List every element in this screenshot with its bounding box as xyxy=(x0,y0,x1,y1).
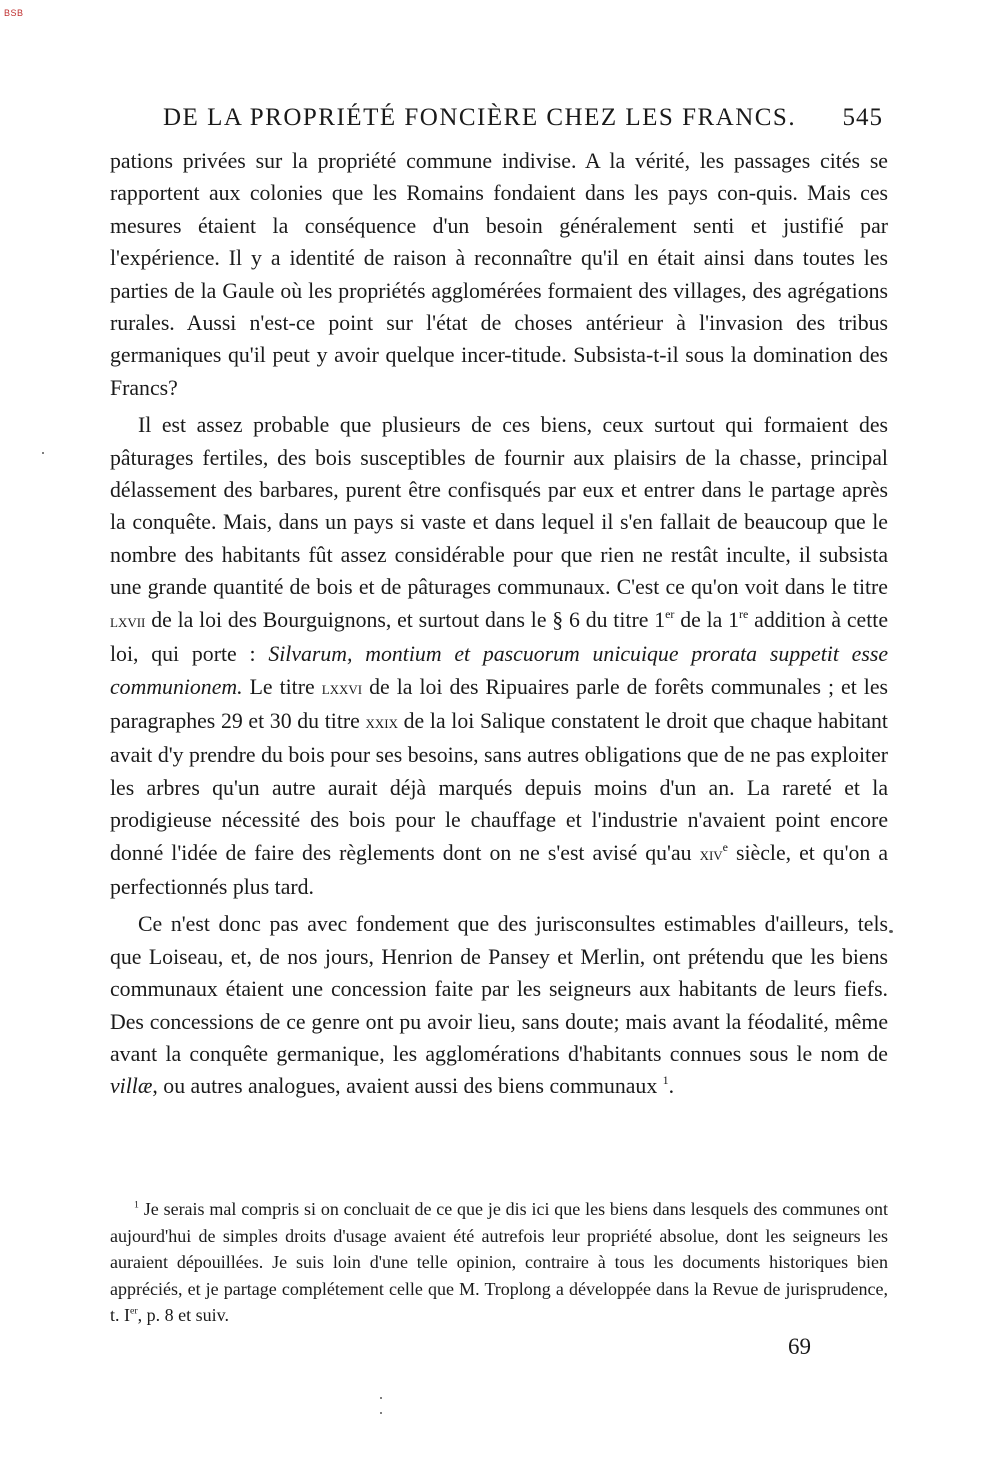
text-run: siècle, et qu'on a perfectionnés plus tard. xyxy=(110,840,888,899)
superscript: er xyxy=(130,1305,138,1317)
page-speck xyxy=(380,1397,382,1399)
paragraph-1-line: quis. Mais ces mesures étaient la conséquence d'un besoin généralement senti xyxy=(110,181,889,238)
paragraph-1-line: ainsi dans toutes les parties de la Gaule où les propriétés agglomérées formaient xyxy=(110,246,888,303)
page-speck xyxy=(380,1412,382,1414)
roman-numeral: xiv xyxy=(699,843,723,865)
text-run: de la loi des Ripuaires parle de forêts communales ; et les paragraphes 29 et 30 du titre xyxy=(110,674,888,733)
footnote xyxy=(110,1196,888,1329)
text-run: de la loi des Bourguignons, et surtout dans le § 6 du titre xyxy=(145,607,655,632)
roman-numeral: xxix xyxy=(365,711,398,733)
paragraph-1-line: cités se rapportent aux colonies que les Romains fondaient dans les pays con- xyxy=(110,149,888,206)
text-run: , p. 8 et suiv. xyxy=(137,1305,229,1325)
paragraph-1-line: pations privées sur la propriété commune indivise. A la vérité, les passages xyxy=(110,149,821,173)
footnote-reference[interactable]: 1 xyxy=(662,1073,669,1088)
text-run: addition à cette loi, qui porte : xyxy=(110,607,889,667)
paragraph-2 xyxy=(110,409,888,903)
italic-term: villæ xyxy=(110,1074,153,1099)
superscript: e xyxy=(722,839,728,854)
roman-numeral: lxxvi xyxy=(321,677,363,699)
paragraph-1 xyxy=(110,145,888,404)
latin-quotation: Silvarum, montium et pascuorum unicuique prorata suppetit esse communionem. xyxy=(110,642,888,699)
paragraph-1-line: titude. Subsista-t-il sous la domination des Francs? xyxy=(110,343,888,400)
signature-mark: 69 xyxy=(788,1334,811,1359)
header-title: DE LA PROPRIÉTÉ FONCIÈRE CHEZ LES FRANCS. xyxy=(163,104,797,131)
text-run: . xyxy=(668,1074,675,1099)
superscript: er xyxy=(665,606,675,621)
paragraph-1-line: des villages, des agrégations rurales. Aussi n'est-ce point sur l'état de choses xyxy=(110,278,888,336)
text-run: Le titre xyxy=(242,674,322,699)
footnote-text xyxy=(110,1196,888,1329)
footnote-marker: 1 xyxy=(134,1199,139,1211)
page-number: 545 xyxy=(842,104,883,131)
paragraph-1-line: antérieur à l'invasion des tribus germaniques qu'il peut y avoir quelque incer- xyxy=(110,311,888,368)
superscript: re xyxy=(739,606,749,621)
running-header xyxy=(163,104,883,132)
page-speck xyxy=(42,452,44,454)
library-stamp: BSB xyxy=(4,8,24,18)
text-run: Ce n'est donc pas avec fondement que des jurisconsultes estimables d'ailleurs, tels que Loiseau, et, de nos jours, Henrion de Pansey et Merlin, ont prétendu que les biens communaux étaient une concession faite par les seigneurs aux habitants de leurs fiefs. Des concessions de ce genre ont pu avoir lieu, sans doute; mais avant la féodalité, même avant la conquête germanique, les agglomérations d'habitants connues sous le nom de xyxy=(110,912,888,1066)
text-run: de la loi Salique constatent le droit que chaque habitant avait d'y prendre du bois pour ses besoins, sans autres obligations que de ne pas exploiter les arbres qu'un autre aurait déjà marqués depuis moins d'un an. La rareté et la prodigieuse nécessité des bois pour le chauffage et l'industrie n'avaient point encore donné l'idée de faire des règlements dont on ne s'est avisé qu'au xyxy=(110,708,888,865)
ordinal: 1 xyxy=(728,607,740,632)
paragraph-1-line: et justifié par l'expérience. Il y a identité de raison à reconnaître qu'il en était xyxy=(110,213,889,271)
text-run: de la xyxy=(674,607,729,632)
text-run: Il est assez probable que plusieurs de ces biens, ceux surtout qui formaient des pâturages fertiles, des bois susceptibles de fournir aux plaisirs de la chasse, principal délassement des barbares, purent être confisqués par eux et entrer dans le partage après la conquête. Mais, dans un pays si vaste et dans lequel il s'en fallait de beaucoup que le nombre des habitants fût assez considérable pour que rien ne restât inculte, il subsista une grande quantité de bois et de pâturages communaux. C'est ce qu'on voit dans le titre xyxy=(110,413,888,600)
page-speck xyxy=(889,930,893,933)
text-run: , ou autres analogues, avaient aussi des biens communaux xyxy=(152,1074,663,1099)
body-text xyxy=(110,145,888,1103)
ordinal: 1 xyxy=(654,607,666,632)
paragraph-3 xyxy=(110,908,888,1102)
text-run: Je serais mal compris si on concluait de ce que je dis ici que les biens dans lesquels des communes ont aujourd'hui de simples droits d'usage avaient été autrefois leur propriété absolue, dont les seigneurs les auraient dépouillées. Je suis loin d'une telle opinion, contraire à tous les documents historiques bien appréciés, et je partage complétement celle que M. Troplong a développée dans la Revue de jurisprudence, t. I xyxy=(110,1199,888,1325)
roman-numeral: lxvii xyxy=(110,610,146,632)
